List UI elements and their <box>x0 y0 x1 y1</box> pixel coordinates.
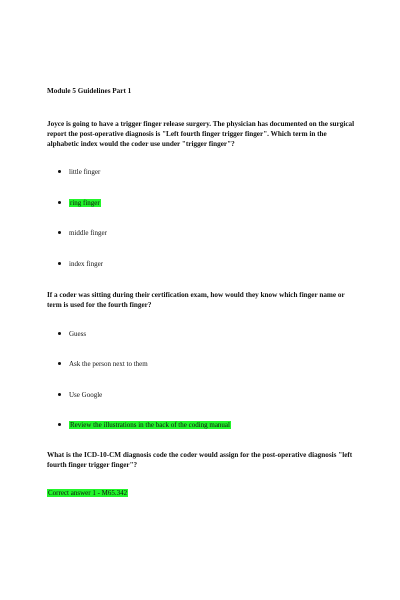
q2-option-guess <box>58 330 86 339</box>
q2-option-use-google <box>58 391 102 400</box>
question-1-text: Joyce is going to have a trigger finger release surgery. The physician has documented on the surgical report the post-operative diagnosis is "Left fourth finger trigger finger". Which term in the alphabetic index would the coder use under "trigger finger"? <box>47 120 355 149</box>
q1-option-index-finger <box>58 260 103 269</box>
option-label-highlighted: ring finger <box>70 199 100 207</box>
q1-option-ring-finger <box>58 199 101 208</box>
option-label: Guess <box>69 330 87 338</box>
option-label: little finger <box>69 168 101 176</box>
bullet-icon <box>58 170 61 173</box>
option-label: middle finger <box>69 229 107 237</box>
q2-option-review-illustrations <box>58 421 231 430</box>
bullet-icon <box>58 362 61 365</box>
q1-option-little-finger <box>58 168 100 177</box>
question-3-text: What is the ICD-10-CM diagnosis code the coder would assign for the post-operative diagnosis "left fourth finger trigger finger"? <box>47 451 353 470</box>
q1-option-middle-finger <box>58 229 107 238</box>
document-heading: Module 5 Guidelines Part 1 <box>47 87 132 95</box>
question-3-answer <box>47 489 128 498</box>
bullet-icon <box>58 332 61 335</box>
option-label: index finger <box>69 260 104 268</box>
bullet-icon <box>58 231 61 234</box>
bullet-icon <box>58 423 61 426</box>
option-label: Use Google <box>69 391 103 399</box>
q2-option-ask-person <box>58 360 148 369</box>
answer-label-highlighted: Correct answer 1 - M65.342 <box>48 489 128 497</box>
bullet-icon <box>58 201 61 204</box>
question-2-text: If a coder was sitting during their certification exam, how would they know which finger name or term is used for the fourth finger? <box>47 291 345 310</box>
bullet-icon <box>58 393 61 396</box>
bullet-icon <box>58 262 61 265</box>
option-label: Ask the person next to them <box>69 360 148 368</box>
option-label-highlighted: Review the illustrations in the back of the coding manual <box>70 421 230 429</box>
